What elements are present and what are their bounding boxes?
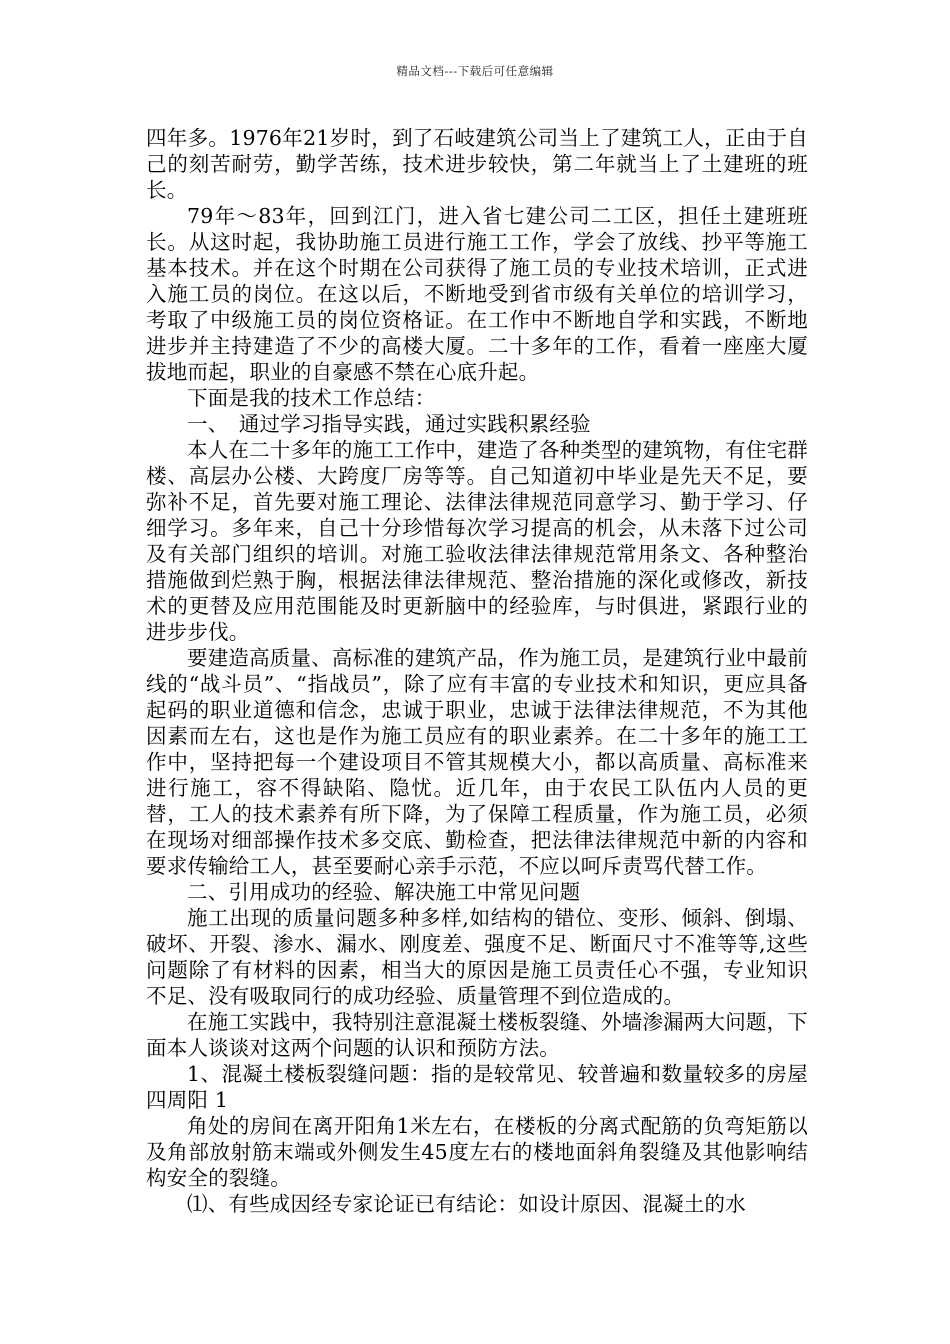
paragraph-quality-problems: 施工出现的质量问题多种多样,如结构的错位、变形、倾斜、倒塌、破坏、开裂、渗水、漏水、刚度差、强度不足、断面尺寸不准等等,这些问题除了有材料的因素，相当大的原因是施工员责任心不强，专业知识不足、没有吸取同行的成功经验、质量管理不到位造成的。 — [146, 906, 808, 1008]
paragraph-slab-cracks-heading: 1、混凝土楼板裂缝问题：指的是较常见、较普遍和数量较多的房屋四周阳 1 — [146, 1062, 808, 1112]
page-header: 精品文档---下载后可任意编辑 — [396, 64, 554, 78]
paragraph-quality-ethics: 要建造高质量、高标准的建筑产品，作为施工员，是建筑行业中最前线的“战斗员”、“指战员”，除了应有丰富的专业技术和知识，更应具备起码的职业道德和信念，忠诚于职业，忠诚于法律法律规范，不为其他因素而左右，这也是作为施工员应有的职业素养。在二十多年的施工工作中，坚持把每一个建设项目不管其规模大小，都以高质量、高标准来进行施工，容不得缺陷、隐忧。近几年，由于农民工队伍内人员的更替，工人的技术素养有所下降，为了保障工程质量，作为施工员，必须在现场对细部操作技术多交底、勤检查，把法律法律规范中新的内容和要求传输给工人，甚至要耐心亲手示范，不应以呵斥责骂代替工作。 — [146, 646, 808, 878]
paragraph-causes: ⑴、有些成因经专家论证已有结论：如设计原因、混凝土的水 — [187, 1192, 746, 1216]
paragraph-learning: 本人在二十多年的施工工作中，建造了各种类型的建筑物，有住宅群楼、高层办公楼、大跨度厂房等等。自己知道初中毕业是先天不足，要弥补不足，首先要对施工理论、法律法律规范同意学习、勤于学习、仔细学习。多年来，自己十分珍惜每次学习提高的机会，从未落下过公司及有关部门组织的培训。对施工验收法律法律规范常用条文、各种整治措施做到烂熟于胸，根据法律法律规范、整治措施的深化或修改，新技术的更替及应用范围能及时更新脑中的经验库，与时俱进，紧跟行业的进步步伐。 — [146, 438, 808, 644]
paragraph-two-problems: 在施工实践中，我特别注意混凝土楼板裂缝、外墙渗漏两大问题，下面本人谈谈对这两个问题的认识和预防方法。 — [146, 1010, 808, 1060]
section-heading-two: 二、引用成功的经验、解决施工中常见问题 — [187, 880, 581, 904]
paragraph-career-history: 79年～83年，回到江门，进入省七建公司二工区，担任土建班班长。从这时起，我协助施工员进行施工工作，学会了放线、抄平等施工基本技术。并在这个时期在公司获得了施工员的专业技术培训，正式进入施工员的岗位。在这以后，不断地受到省市级有关单位的培训学习，考取了中级施工员的岗位资格证。在工作中不断地自学和实践，不断地进步并主持建造了不少的高楼大厦。二十多年的工作，看着一座座大厦拔地而起，职业的自豪感不禁在心底升起。 — [146, 204, 808, 384]
section-heading-one: 一、 通过学习指导实践，通过实践积累经验 — [187, 412, 591, 436]
document-body — [146, 125, 808, 1217]
paragraph-slab-cracks-detail: 角处的房间在离开阳角1米左右，在楼板的分离式配筋的负弯矩筋以及角部放射筋末端或外侧发生45度左右的楼地面斜角裂缝及其他影响结构安全的裂缝。 — [146, 1114, 808, 1190]
paragraph-summary-lead: 下面是我的技术工作总结： — [187, 386, 436, 410]
paragraph-intro-continued: 四年多。1976年21岁时，到了石岐建筑公司当上了建筑工人，正由于自己的刻苦耐劳，勤学苦练，技术进步较快，第二年就当上了土建班的班长。 — [146, 126, 808, 202]
